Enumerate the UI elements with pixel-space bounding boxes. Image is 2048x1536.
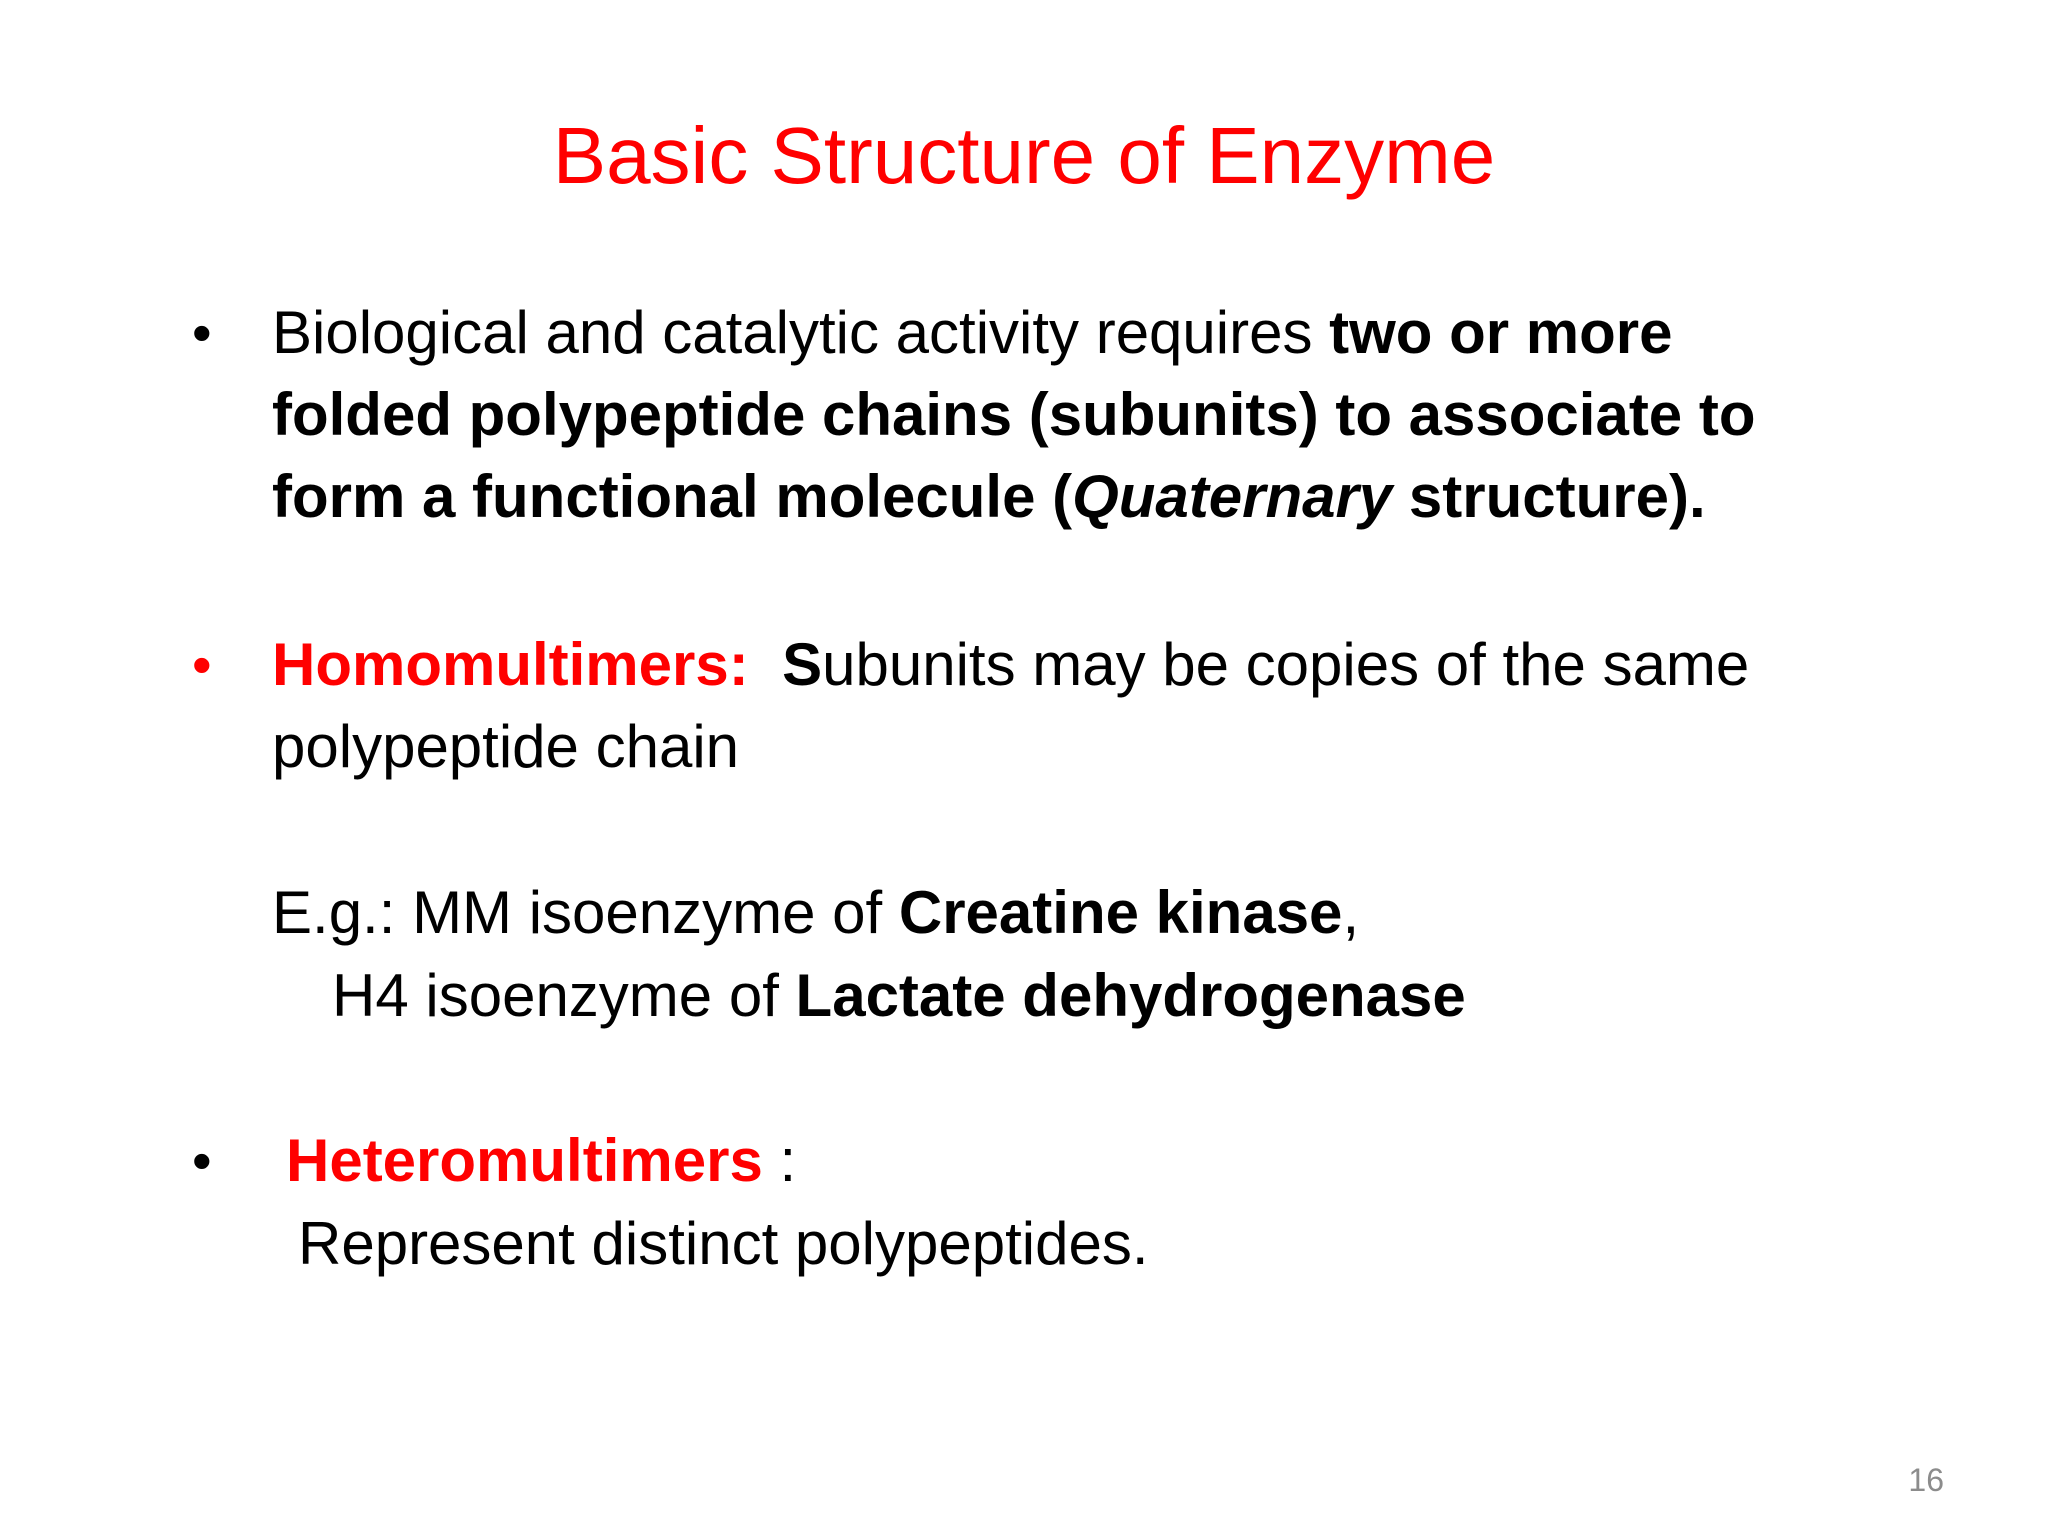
homomultimers-text: ubunits may be copies of the same polypeptide chain [272,631,1750,780]
example2-enzyme: Lactate dehydrogenase [795,962,1466,1029]
bullet-quaternary [272,292,1832,538]
heteromultimers-text: Represent distinct polypeptides. [298,1210,1149,1277]
heteromultimers-colon: : [762,1127,797,1194]
bullet-icon: • [192,1129,212,1192]
example-creatine-kinase [272,872,1359,954]
bullet-homomultimers [272,624,1832,788]
homomultimers-lead-letter: S [782,631,823,698]
bullet-icon: • [192,301,212,364]
bullet1-bold-text: two or more folded polypeptide chains (subunits) to associate to form a functional molecule ( [272,299,1756,530]
example1-enzyme: Creatine kinase [898,879,1343,946]
homomultimers-label: Homomultimers: [272,631,749,698]
bullet1-text: Biological and catalytic activity requires [272,299,1330,366]
example1-prefix: E.g.: MM isoenzyme of [272,879,899,946]
bullet1-bold-end: structure). [1392,463,1706,530]
page-number: 16 [1908,1462,1944,1498]
example1-comma: , [1342,879,1360,946]
example2-prefix: H4 isoenzyme of [332,962,796,1029]
slide-title: Basic Structure of Enzyme [552,111,1496,200]
bullet1-quaternary-term: Quaternary [1072,463,1393,530]
bullet-heteromultimers [286,1120,796,1202]
example-lactate-dehydrogenase [332,955,1466,1037]
bullet-icon: • [192,633,212,696]
heteromultimers-label: Heteromultimers [286,1127,763,1194]
